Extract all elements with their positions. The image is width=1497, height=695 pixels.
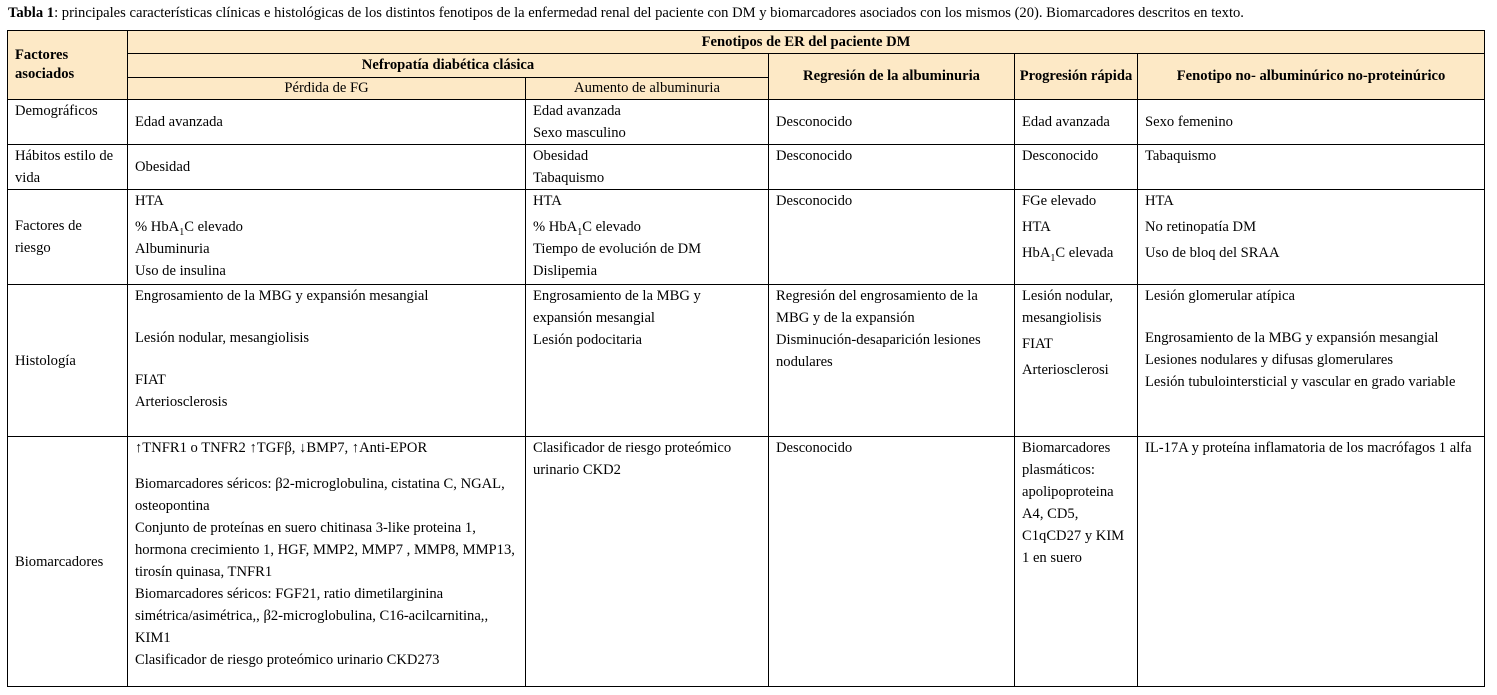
table-row <box>8 100 1485 145</box>
table-row <box>8 285 1485 437</box>
caption-text: : principales características clínicas e histológicas de los distintos fenotipos de la enfermedad renal del paciente con DM y biomarcadores asociados con los mismos (20). Biomarcadores descritos en texto. <box>54 5 1244 21</box>
cell-biomarcadores-progresion: Biomarcadores plasmáticos: apolipoproteina A4, CD5, C1qCD27 y KIM 1 en suero <box>1015 437 1138 687</box>
cell-factores-fenotipo-no: HTA No retinopatía DM Uso de bloq del SRAA <box>1138 190 1485 285</box>
row-label-factores-riesgo: Factores de riesgo <box>8 190 128 285</box>
cell-habitos-progresion: Desconocido <box>1015 145 1138 190</box>
header-factores-asociados: Factores asociados <box>8 31 128 100</box>
cell-factores-perdida: HTA % HbA$_1$C elevado Albuminuria Uso de insulina <box>128 190 526 285</box>
cell-habitos-regresion: Desconocido <box>769 145 1015 190</box>
row-label-demograficos: Demográficos <box>8 100 128 145</box>
cell-factores-aumento: HTA % HbA$_1$C elevado Tiempo de evolución de DM Dislipemia <box>526 190 769 285</box>
row-label-biomarcadores: Biomarcadores <box>8 437 128 687</box>
cell-biomarcadores-fenotipo-no: IL-17A y proteína inflamatoria de los macrófagos 1 alfa <box>1138 437 1485 687</box>
cell-demograficos-perdida: Edad avanzada <box>128 100 526 145</box>
cell-factores-regresion: Desconocido <box>769 190 1015 285</box>
header-fenotipo-no: Fenotipo no- albuminúrico no-proteinúrico <box>1138 54 1485 100</box>
row-label-histologia: Histología <box>8 285 128 437</box>
cell-histologia-fenotipo-no: Lesión glomerular atípica Engrosamiento de la MBG y expansión mesangial Lesiones nodulares y difusas glomerulares Lesión tubulointersticial y vascular en grado variable <box>1138 285 1485 437</box>
table-caption <box>8 4 1488 22</box>
header-regresion: Regresión de la albuminuria <box>769 54 1015 100</box>
cell-biomarcadores-regresion: Desconocido <box>769 437 1015 687</box>
cell-histologia-perdida: Engrosamiento de la MBG y expansión mesangial Lesión nodular, mesangiolisis FIAT Arteriosclerosis <box>128 285 526 437</box>
phenotype-table <box>7 30 1485 687</box>
table-row <box>8 145 1485 190</box>
cell-demograficos-regresion: Desconocido <box>769 100 1015 145</box>
header-perdida-fg: Pérdida de FG <box>128 78 526 100</box>
table-row <box>8 437 1485 687</box>
caption-label: Tabla 1 <box>8 5 55 21</box>
cell-habitos-perdida: Obesidad <box>128 145 526 190</box>
cell-histologia-regresion: Regresión del engrosamiento de la MBG y de la expansión Disminución-desaparición lesiones nodulares <box>769 285 1015 437</box>
cell-biomarcadores-aumento: Clasificador de riesgo proteómico urinario CKD2 <box>526 437 769 687</box>
header-fenotipos: Fenotipos de ER del paciente DM <box>128 31 1485 54</box>
cell-demograficos-fenotipo-no: Sexo femenino <box>1138 100 1485 145</box>
cell-histologia-progresion: Lesión nodular, mesangiolisis FIAT Arteriosclerosi <box>1015 285 1138 437</box>
cell-histologia-aumento: Engrosamiento de la MBG y expansión mesangial Lesión podocitaria <box>526 285 769 437</box>
table-row <box>8 190 1485 285</box>
cell-habitos-aumento: Obesidad Tabaquismo <box>526 145 769 190</box>
cell-demograficos-aumento: Edad avanzada Sexo masculino <box>526 100 769 145</box>
cell-biomarcadores-perdida: ↑TNFR1 o TNFR2 ↑TGFβ, ↓BMP7, ↑Anti-EPOR Biomarcadores séricos: β2-microglobulina, cistatina C, NGAL, osteopontina Conjunto de proteínas en suero chitinasa 3-like proteina 1, hormona crecimiento 1, HGF, MMP2, MMP7 , MMP8, MMP13, tirosín quinasa, TNFR1 Biomarcadores séricos: FGF21, ratio dimetilarginina simétrica/asimétrica,, β2-microglobulina, C16-acilcarnitina,, KIM1 Clasificador de riesgo proteómico urinario CKD273 <box>128 437 526 687</box>
header-progresion: Progresión rápida <box>1015 54 1138 100</box>
cell-factores-progresion: FGe elevado HTA HbA$_1$C elevada <box>1015 190 1138 285</box>
cell-demograficos-progresion: Edad avanzada <box>1015 100 1138 145</box>
header-nefropatia-clasica: Nefropatía diabética clásica <box>128 54 769 78</box>
header-aumento-albuminuria: Aumento de albuminuria <box>526 78 769 100</box>
row-label-habitos: Hábitos estilo de vida <box>8 145 128 190</box>
cell-habitos-fenotipo-no: Tabaquismo <box>1138 145 1485 190</box>
